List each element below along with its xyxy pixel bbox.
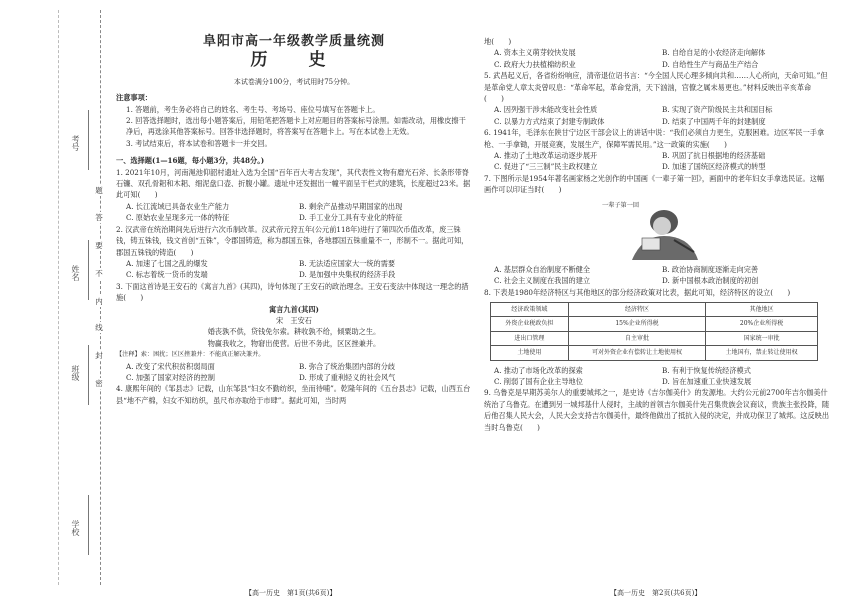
seal-char: 要	[92, 240, 106, 251]
question-7-options	[484, 264, 830, 287]
option: B. 实现了资产阶级民主共和国目标	[662, 105, 773, 115]
option: A. 因列强干涉未能改变社会性质	[494, 105, 598, 115]
page-1-footer: 【高一历史 第1页(共6页)】	[245, 589, 337, 597]
binding-margin	[0, 0, 110, 608]
seal-char: 封	[92, 350, 106, 361]
table-header: 经济政策领域	[491, 302, 569, 316]
option: C. 以暴力方式结束了封建专制政体	[494, 116, 605, 126]
question-4: 4. 康熙年间的《邹县志》记载，山东邹县“妇女不勤纺织，坐而待哺”。乾隆年间的《五台县志》记载，山西五台县“地不产棉，妇女不知纺织，虽尺布亦取给于市肆”。据此可知，当时两	[116, 384, 471, 405]
table-row	[491, 317, 818, 331]
painting-figure	[602, 200, 712, 260]
question-2-options	[116, 258, 472, 281]
option: B. 弥合了统治集团内部的分歧	[299, 361, 396, 371]
table-cell: 外资企业税政负担	[491, 317, 569, 331]
field-line-name	[88, 240, 89, 300]
option: A. 资本主义萌芽较快发展	[494, 48, 576, 58]
option: D. 加速了国统区经济模式的转型	[662, 162, 766, 172]
option: D. 旨在加速重工业快速发展	[662, 376, 752, 386]
option: D. 是加强中央集权的经济手段	[299, 270, 396, 280]
option: D. 手工业分工具有专业化的特征	[299, 213, 403, 223]
option: A. 加速了七国之乱的爆发	[126, 258, 208, 268]
question-6-options	[484, 150, 830, 173]
field-exam-number: 考号	[71, 135, 80, 151]
seal-char: 密	[92, 378, 106, 389]
field-name: 姓名	[71, 265, 80, 281]
page-2-column	[484, 36, 830, 433]
question-9: 9. 乌鲁克是早期苏美尔人的重要城邦之一，是史诗《吉尔伽美什》的发源地。大约公元前2700年吉尔伽美什统治了乌鲁克。在遭到另一城邦基什人侵时，主战的首领吉尔伽美什先召集贵族会议商议，贵族主张投降，随后他召集人民大会，人民大会支持吉尔伽美什，最终他做出了抵抗入侵的决定，并成功保卫了城邦。这反映出当时乌鲁克( )	[484, 388, 830, 432]
table-header-row	[491, 302, 818, 316]
table-cell: 土地使用	[491, 346, 569, 360]
table-cell: 可对外资企业有偿转让土地使用权	[568, 346, 705, 360]
poem-note: 【注释】索：困扰；区区挫兼并：不能真正解决兼并。	[116, 351, 265, 359]
option: B. 无法适应国家大一统的需要	[299, 258, 396, 268]
table-header: 其他地区	[706, 302, 818, 316]
field-school: 学校	[71, 520, 80, 536]
question-6: 6. 1941年，毛泽东在陕甘宁边区干部会议上的讲话中说：“我们必须自力更生，克服困难。边区军民一手拿枪、一手拿锄，开展竞赛，发展生产，保障军需民用。”这一政策的实施( )	[484, 128, 825, 149]
option: A. 基层群众自治制度不断健全	[494, 264, 591, 274]
poem-author: 宋 王安石	[276, 315, 312, 325]
option: D. 结束了中国两千年的封建制度	[662, 116, 766, 126]
option: B. 政治协商制度逐渐走向完善	[662, 264, 759, 274]
option: C. 政府大力扶植棉纺织业	[494, 59, 576, 69]
option: A. 长江流域已具备农业生产能力	[126, 201, 230, 211]
option: C. 促进了“三三制”民主政权建立	[494, 162, 598, 172]
field-class: 班级	[71, 365, 80, 381]
field-line-class	[88, 345, 89, 405]
table-row	[491, 346, 818, 360]
notes-item: 2. 回答选择题时，选出每小题答案后，用铅笔把答题卡上对应题目的答案标号涂黑。如需改动，用橡皮擦干净后，再选涂其他答案标号。回答非选择题时，将答案写在答题卡上。写在本试卷上无效。	[126, 116, 466, 137]
notes-item: 3. 考试结束后，将本试卷和答题卡一并交回。	[126, 138, 272, 148]
poem-line: 婚丧孰不供，贷钱免尔索。耕收孰不给，倾粟助之生。	[207, 327, 381, 337]
table-cell: 进出口管理	[491, 331, 569, 345]
seal-char: 答	[92, 212, 106, 223]
question-7: 7. 下图所示是1954年著名画家杨之光创作的中国画《一辈子第一回》，画面中的老年妇女手拿选民证。这幅画作可以印证当时( )	[484, 173, 825, 195]
notes-item: 1. 答题前，考生务必将自己的姓名、考生号、考场号、座位号填写在答题卡上。	[126, 104, 380, 114]
table-cell: 自主审批	[568, 331, 705, 345]
field-line-school	[88, 495, 89, 555]
option: C. 标志着统一货币的发端	[126, 270, 208, 280]
question-4-options	[484, 47, 830, 70]
option: B. 巩固了抗日根据地的经济基础	[662, 151, 766, 161]
question-3-options	[116, 361, 472, 384]
question-1: 1. 2021年10月，河南渑池仰韶村遗址入选为全国“百年百大考古发现”，其代表性文物有磨光石斧、长条形带脊石镰、双孔骨耜和木耜、细泥盘口壶、折腹小罐。遗址中还发掘出一幢平面呈干栏式的建筑，长度超过23米。据此可知( )	[116, 167, 471, 200]
figure-caption: 一辈子第一回	[602, 201, 640, 209]
option: A. 改变了宋代积贫积弱局面	[126, 361, 215, 371]
option: C. 社会主义制度在我国的建立	[494, 276, 591, 286]
seal-char: 不	[92, 268, 106, 279]
question-2: 2. 汉武帝在统治期间先后进行六次币制改革。汉武帝元狩五年(公元前118年)进行了第四次币值改革，废三铢钱，铸五铢钱，钱文首创“五铢”，令郡国铸造，称为郡国五铢，各地郡国五铢重量不一，形制不一。据此可知，郡国五铢钱的铸造( )	[116, 224, 469, 257]
seal-char: 内	[92, 296, 106, 307]
field-line-exam-number	[88, 110, 89, 170]
table-header: 经济特区	[568, 302, 705, 316]
table-cell: 土地国有，禁止转让使用权	[706, 346, 818, 360]
option: B. 有利于恢复传统经济模式	[662, 365, 751, 375]
question-4-continued: 地( )	[484, 37, 512, 46]
policy-table	[490, 302, 818, 361]
poem-line: 物赢我收之，物窘出使营。后世不务此，区区挫兼并。	[207, 338, 381, 348]
question-1-options	[116, 201, 472, 224]
question-8-options	[484, 365, 830, 388]
option: D. 形成了重利轻义的社会风气	[299, 372, 396, 382]
question-5-options	[484, 104, 830, 127]
seal-char: 题	[92, 185, 106, 196]
option: A. 推动了土地改革运动逐步展开	[494, 151, 598, 161]
option: D. 新中国根本政治制度的初创	[662, 276, 759, 286]
seal-char: 线	[92, 322, 106, 333]
fold-line	[58, 10, 59, 585]
poem-title: 寓言九首(其四)	[269, 304, 319, 314]
page-1-column	[116, 28, 472, 406]
option: B. 自给自足的小农经济走向解体	[662, 48, 766, 58]
table-cell: 国家统一审批	[706, 331, 818, 345]
table-cell: 20%企业所得税	[706, 317, 818, 331]
question-5: 5. 武昌起义后，各省纷纷响应，清帝退位诏书言：“今全国人民心理多倾向共和……人心所向，天命可知。”但是革命党人章太炎曾叹息：“革命军起，革命党消，天下汹汹，官僚之属未易更也。”材料反映出辛亥革命( )	[484, 71, 828, 104]
table-row	[491, 331, 818, 345]
notes-heading: 注意事项：	[116, 93, 152, 103]
table-cell: 15%企业所得税	[568, 317, 705, 331]
option: B. 剩余产品推动早期国家的出现	[299, 201, 403, 211]
option: C. 削弱了国有企业主导地位	[494, 376, 583, 386]
option: C. 原始农业呈现多元一体的特征	[126, 213, 230, 223]
question-3: 3. 下面这首诗是王安石的《寓言九首》(其四)，诗句体现了王安石的政治理念。王安石变法中体现这一理念的措施( )	[116, 281, 469, 303]
question-8: 8. 下表是1980年经济特区与其他地区的部分经济政策对比表，据此可知，经济特区的设立( )	[484, 287, 791, 297]
option: C. 加强了国家对经济的控制	[126, 372, 215, 382]
option: A. 推动了市场化改革的探索	[494, 365, 583, 375]
exam-score-note: 本试卷满分100分，考试用时75分钟。	[233, 77, 355, 86]
option: D. 自给性生产与商品生产结合	[662, 59, 759, 69]
exam-title: 阜阳市高一年级教学质量统测	[202, 34, 385, 49]
exam-subject: 历 史	[250, 50, 338, 71]
page-2-footer: 【高一历史 第2页(共6页)】	[610, 589, 702, 597]
section-heading: 一、选择题(1—16题，每小题3分，共48分。)	[116, 156, 265, 166]
